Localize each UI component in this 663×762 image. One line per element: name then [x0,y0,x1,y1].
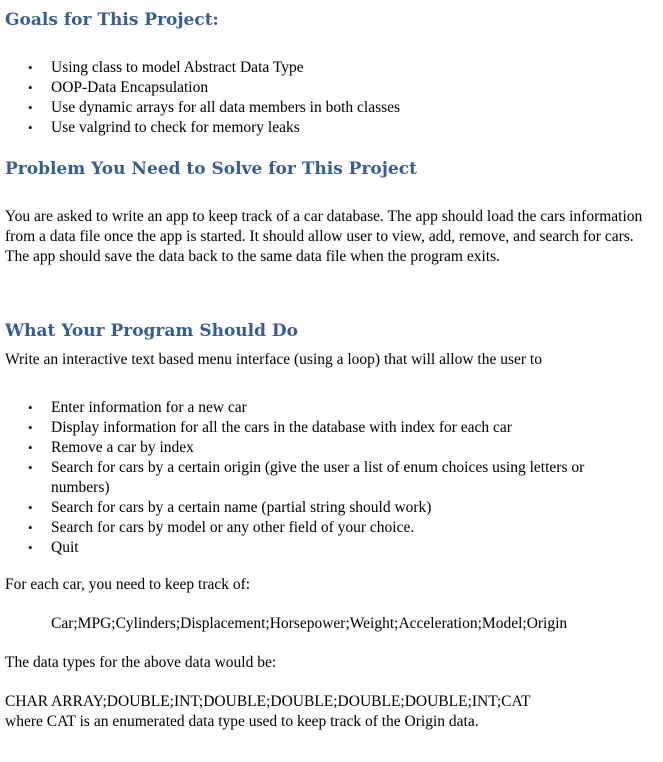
goals-list-item: • OOP-Data Encapsulation [28,79,209,96]
types-line: CHAR ARRAY;DOUBLE;INT;DOUBLE;DOUBLE;DOUBLE;DOUBLE;INT;CAT [5,693,531,710]
bullet-icon: • [28,100,33,115]
bullet-icon: • [28,440,33,455]
program-list-item: • Remove a car by index [28,439,194,456]
bullet-icon: • [28,400,33,415]
program-list-item: • Display information for all the cars in the database with index for each car [28,419,512,436]
bullet-icon: • [28,500,33,515]
bullet-icon: • [28,60,33,75]
goals-list-item: • Using class to model Abstract Data Type [28,59,304,76]
bullet-icon: • [28,460,33,475]
program-list-item: • Search for cars by a certain origin (give the user a list of enum choices using letters or numbers) [28,459,585,496]
program-list [0,398,640,558]
track-intro: For each car, you need to keep track of: [5,576,251,593]
bullet-icon: • [28,420,33,435]
program-intro: Write an interactive text based menu interface (using a loop) that will allow the user to [5,351,542,368]
program-list-item: • Search for cars by model or any other field of your choice. [28,519,415,536]
bullet-icon: • [28,520,33,535]
goals-list [0,58,640,138]
goals-list-item: • Use valgrind to check for memory leaks [28,119,300,136]
types-note: where CAT is an enumerated data type used to keep track of the Origin data. [5,713,479,730]
bullet-icon: • [28,540,33,555]
problem-heading: Problem You Need to Solve for This Project [5,159,417,179]
program-list-item: • Enter information for a new car [28,399,247,416]
types-intro: The data types for the above data would be: [5,654,277,671]
program-list-item: • Quit [28,539,79,556]
goals-heading: Goals for This Project: [5,10,219,30]
problem-paragraph: You are asked to write an app to keep track of a car database. The app should load the cars information from a data file once the app is started. It should allow user to view, add, remove, and search for cars. The app should save the data back to the same data file when the program exits. [5,208,643,265]
program-heading: What Your Program Should Do [5,321,298,341]
program-list-item: • Search for cars by a certain name (partial string should work) [28,499,432,516]
bullet-icon: • [28,120,33,135]
fields-line: Car;MPG;Cylinders;Displacement;Horsepower;Weight;Acceleration;Model;Origin [51,615,568,632]
bullet-icon: • [28,80,33,95]
goals-list-item: • Use dynamic arrays for all data members in both classes [28,99,401,116]
